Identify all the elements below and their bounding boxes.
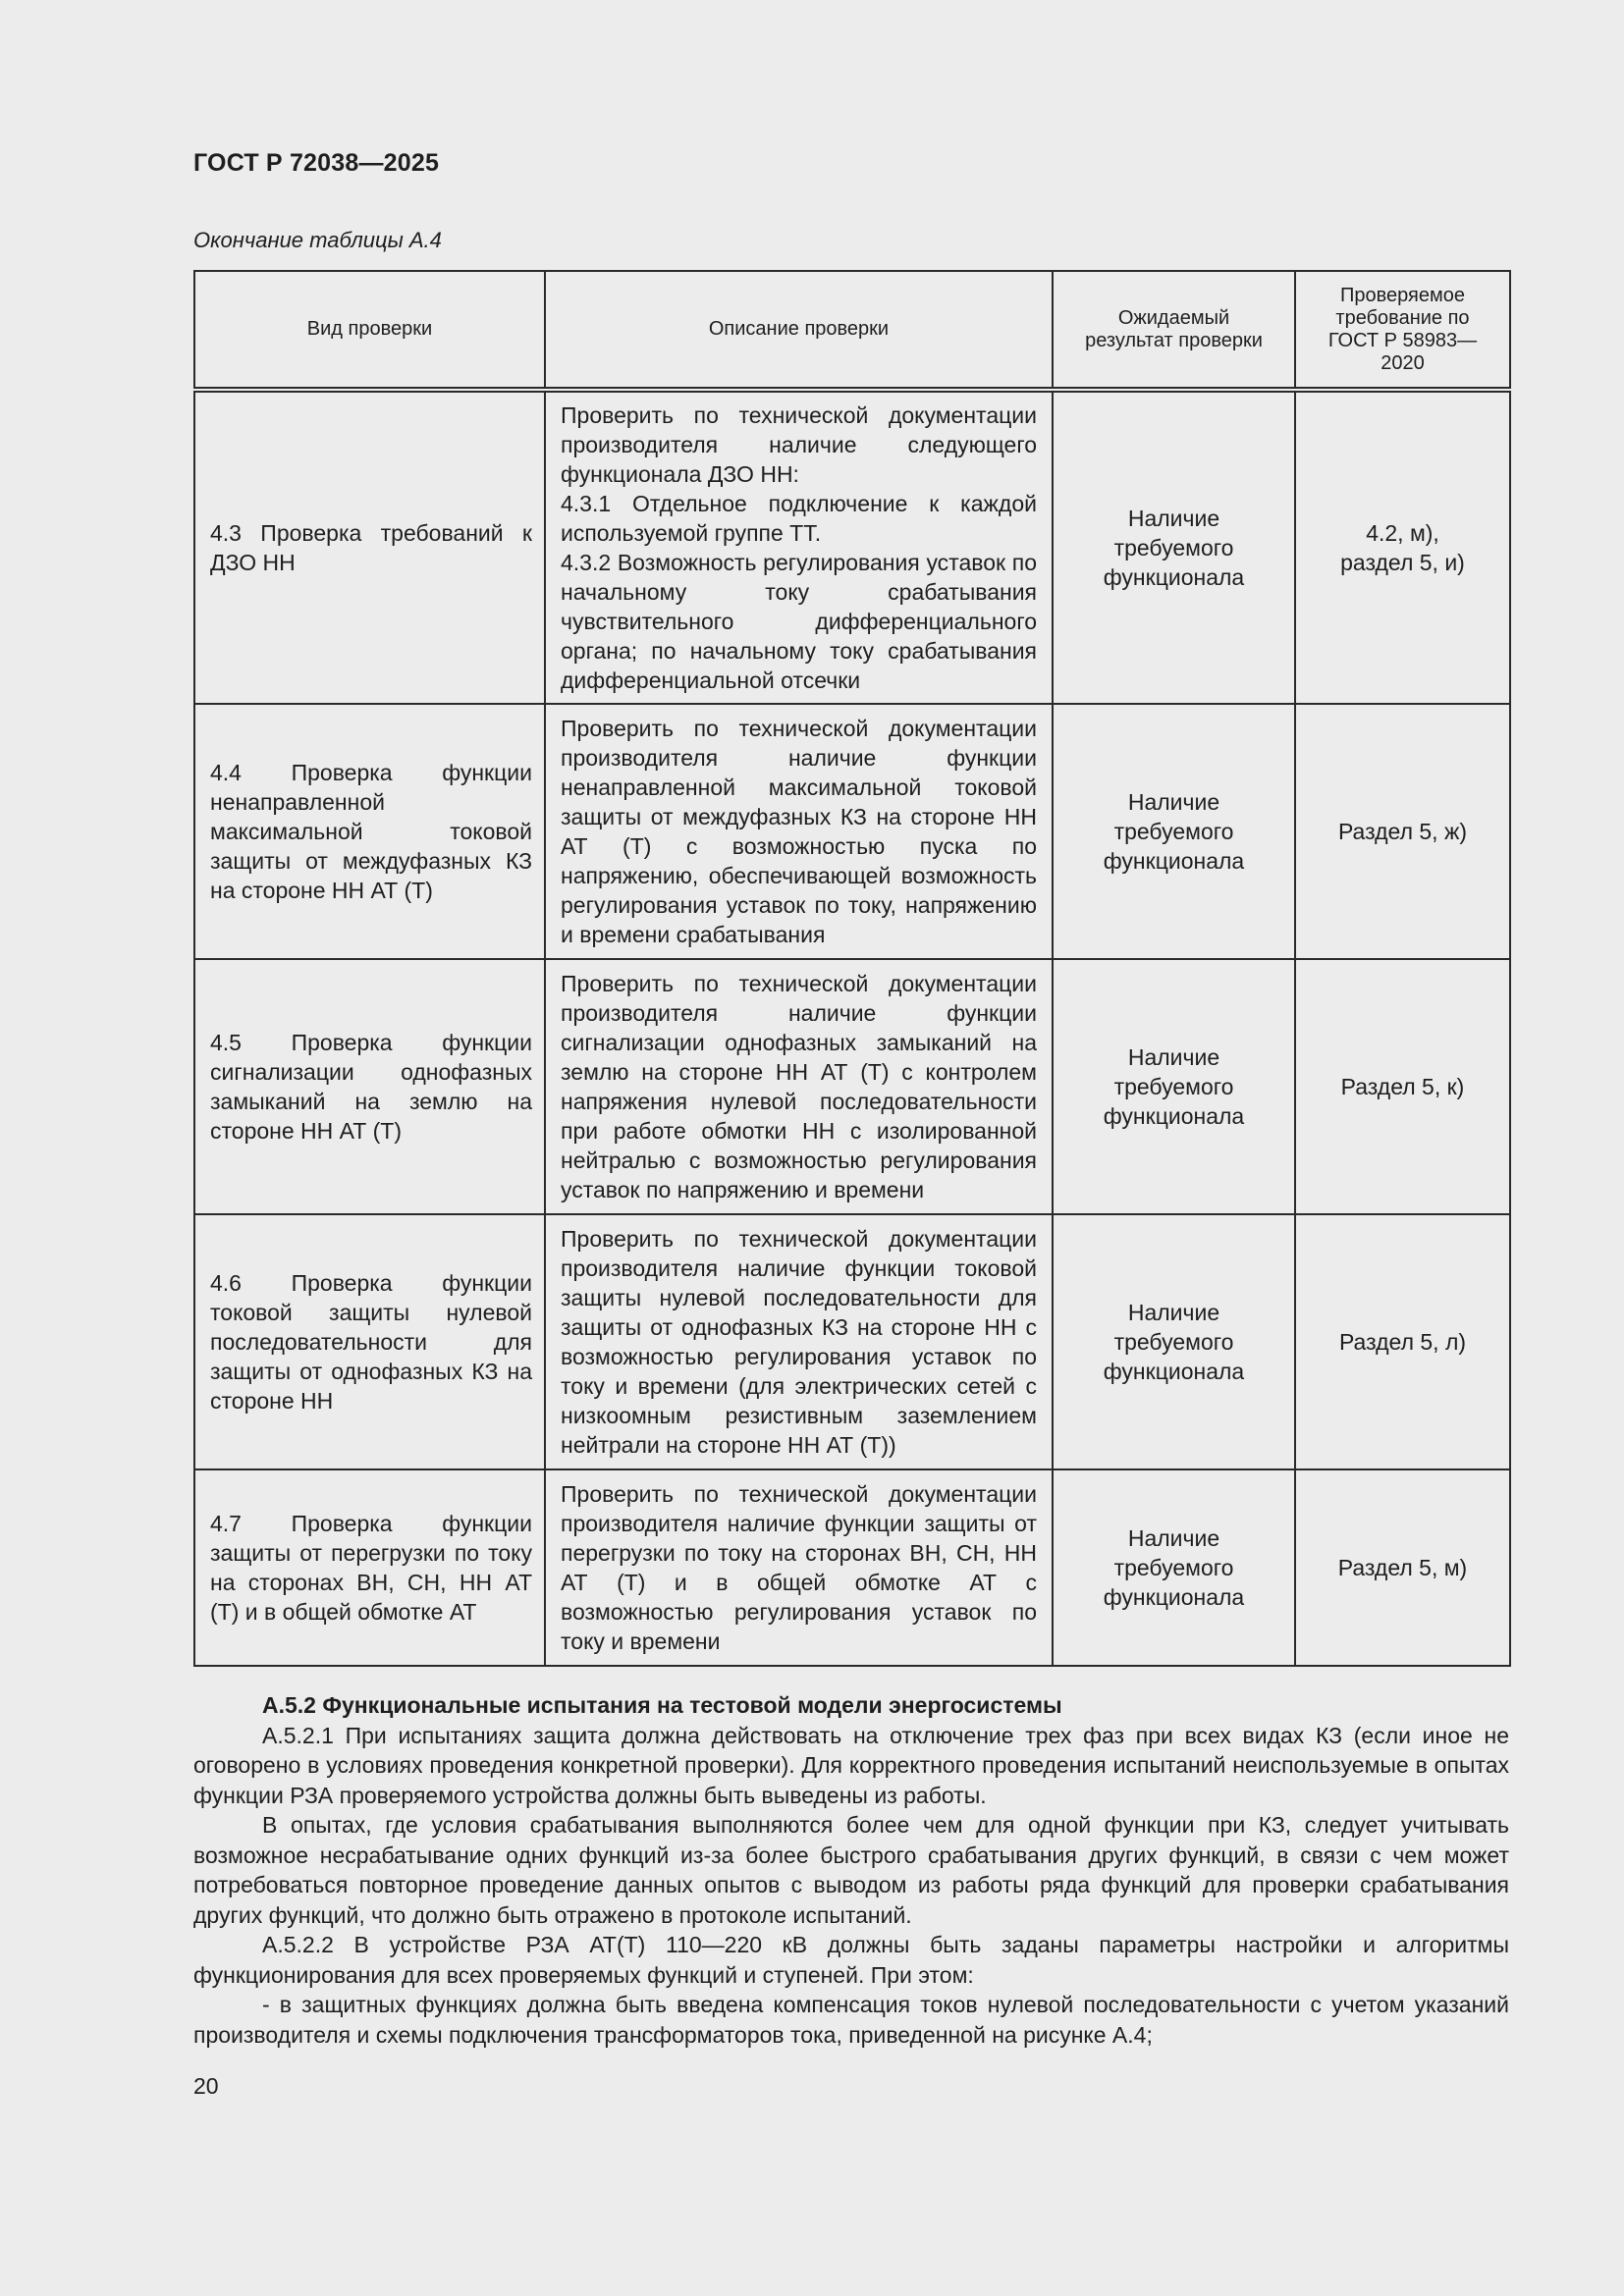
description-text: 4.3.1 Отдельное подключение к каждой используемой группе ТТ. (561, 491, 1037, 546)
result-cell: Наличие требуемого функционала (1053, 1469, 1295, 1666)
result-cell: Наличие требуемого функционала (1053, 1214, 1295, 1469)
result-cell: Наличие требуемого функционала (1053, 959, 1295, 1214)
description-cell (545, 959, 1053, 1214)
requirement-cell: 4.2, м), раздел 5, и) (1295, 390, 1510, 704)
header-requirement: Проверяемое требование по ГОСТ Р 58983—2020 (1295, 271, 1510, 390)
requirements-table (193, 270, 1511, 1667)
body-section (193, 1690, 1509, 2050)
check-type-cell: 4.6 Проверка функции токовой защиты нулевой последовательности для защиты от однофазных КЗ на стороне НН (194, 1214, 545, 1469)
table-row (194, 959, 1510, 1214)
header-check-type: Вид проверки (194, 271, 545, 390)
table-row (194, 704, 1510, 959)
header-result: Ожидаемый результат проверки (1053, 271, 1295, 390)
page-number: 20 (193, 2073, 219, 2099)
description-text: Проверить по технической документации производителя наличие функции ненаправленной максимальной токовой защиты от междуфазных КЗ на стороне НН АТ (Т) с возможностью пуска по напряжению, обеспечивающей возможность регулирования уставок по току, напряжению и времени срабатывания (561, 716, 1037, 947)
paragraph: А.5.2.2 В устройстве РЗА АТ(Т) 110—220 кВ должны быть заданы параметры настройки и алгоритмы функционирования для всех проверяемых функций и ступеней. При этом: (193, 1932, 1509, 1988)
description-text: Проверить по технической документации производителя наличие функции токовой защиты нулевой последовательности для защиты от однофазных КЗ на стороне НН с возможностью регулирования уставок по току и времени (для электрических сетей с низкоомным резистивным заземлением нейтрали на стороне НН АТ (Т)) (561, 1226, 1037, 1458)
requirement-cell: Раздел 5, ж) (1295, 704, 1510, 959)
table-row (194, 1469, 1510, 1666)
list-item: - в защитных функциях должна быть введена компенсация токов нулевой последовательности с учетом указаний производителя и схемы подключения трансформаторов тока, приведенной на рисунке А.4; (193, 1992, 1509, 2048)
header-description: Описание проверки (545, 271, 1053, 390)
section-heading: А.5.2 Функциональные испытания на тестовой модели энергосистемы (262, 1692, 1062, 1718)
result-cell: Наличие требуемого функционала (1053, 390, 1295, 704)
table-caption: Окончание таблицы А.4 (193, 228, 442, 252)
description-text: Проверить по технической документации производителя наличие функции сигнализации однофазных замыканий на землю на стороне НН АТ (Т) с контролем напряжения нулевой последовательности при работе обмотки НН с изолированной нейтралью с возможностью регулирования уставок по напряжению и времени (561, 971, 1037, 1202)
paragraph: В опытах, где условия срабатывания выполняются более чем для одной функции при КЗ, следует учитывать возможное несрабатывание одних функций из-за более быстрого срабатывания других функций, в связи с чем может потребоваться повторное проведение данных опытов с выводом из работы ряда функций для проверки срабатывания других функций, что должно быть отражено в протоколе испытаний. (193, 1812, 1509, 1928)
document-header: ГОСТ Р 72038—2025 (193, 149, 440, 177)
requirement-cell: Раздел 5, л) (1295, 1214, 1510, 1469)
check-type-cell: 4.3 Проверка требований к ДЗО НН (194, 390, 545, 704)
description-text: Проверить по технической документации производителя наличие следующего функционала ДЗО НН: (561, 402, 1037, 487)
table-row (194, 1214, 1510, 1469)
description-cell (545, 390, 1053, 704)
check-type-cell: 4.7 Проверка функции защиты от перегрузки по току на сторонах ВН, СН, НН АТ (Т) и в общей обмотке АТ (194, 1469, 545, 1666)
result-cell: Наличие требуемого функционала (1053, 704, 1295, 959)
description-text: 4.3.2 Возможность регулирования уставок по начальному току срабатывания чувствительного дифференциального органа; по начальному току срабатывания дифференциальной отсечки (561, 550, 1037, 693)
table-header-row (194, 271, 1510, 390)
paragraph: А.5.2.1 При испытаниях защита должна действовать на отключение трех фаз при всех видах КЗ (если иное не оговорено в условиях проведения конкретной проверки). Для корректного проведения испытаний неиспользуемые в опытах функции РЗА проверяемого устройства должны быть выведены из работы. (193, 1722, 1509, 1808)
description-cell (545, 1469, 1053, 1666)
requirement-cell: Раздел 5, к) (1295, 959, 1510, 1214)
check-type-cell: 4.4 Проверка функции ненаправленной максимальной токовой защиты от междуфазных КЗ на стороне НН АТ (Т) (194, 704, 545, 959)
description-text: Проверить по технической документации производителя наличие функции защиты от перегрузки по току на сторонах ВН, СН, НН АТ (Т) и в общей обмотке АТ с возможностью регулирования уставок по току и времени (561, 1481, 1037, 1654)
check-type-cell: 4.5 Проверка функции сигнализации однофазных замыканий на землю на стороне НН АТ (Т) (194, 959, 545, 1214)
requirement-cell: Раздел 5, м) (1295, 1469, 1510, 1666)
table-row (194, 390, 1510, 704)
description-cell (545, 704, 1053, 959)
description-cell (545, 1214, 1053, 1469)
